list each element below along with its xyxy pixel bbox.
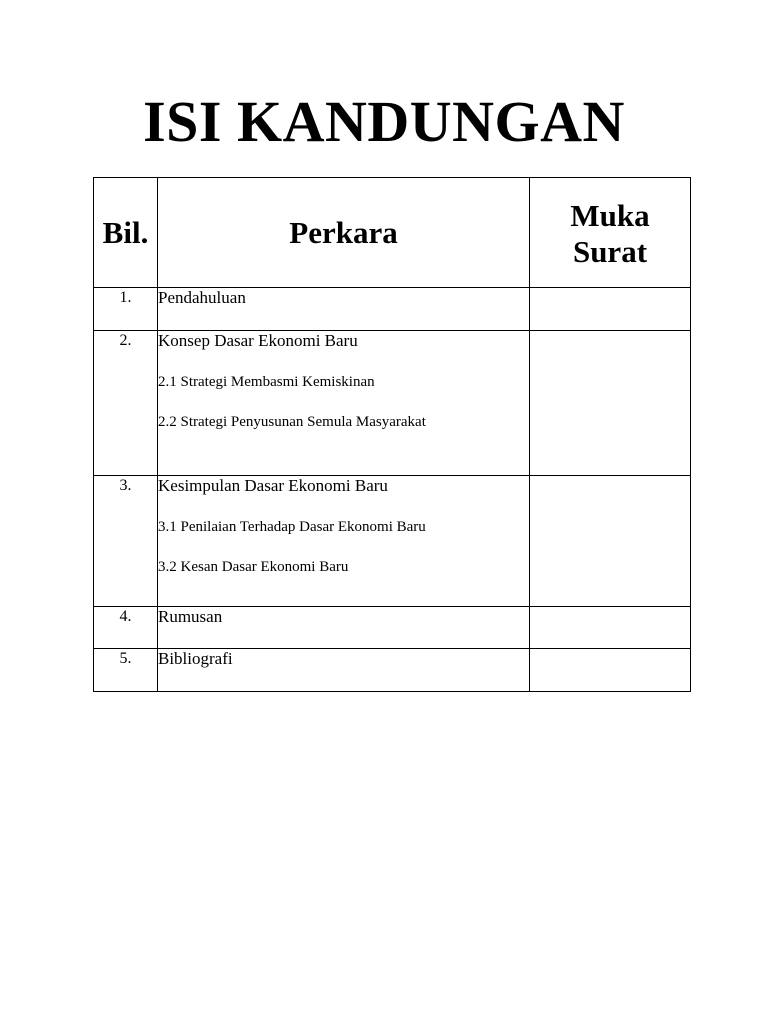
row-page-number xyxy=(530,331,691,476)
row-number: 4. xyxy=(94,607,158,649)
row-number: 1. xyxy=(94,288,158,331)
row-page-number xyxy=(530,476,691,607)
subtopic: 2.2 Strategi Penyusunan Semula Masyarakat xyxy=(158,414,426,430)
subtopic: 3.2 Kesan Dasar Ekonomi Baru xyxy=(158,559,349,575)
header-perkara: Perkara xyxy=(158,178,530,288)
row-topic xyxy=(158,476,530,607)
row-topic xyxy=(158,331,530,476)
table-row xyxy=(94,476,691,607)
page-title: ISI KANDUNGAN xyxy=(143,89,625,154)
table-row xyxy=(94,649,691,692)
table-row xyxy=(94,288,691,331)
row-page-number xyxy=(530,649,691,692)
topic-title: Kesimpulan Dasar Ekonomi Baru xyxy=(158,476,388,495)
table-row xyxy=(94,331,691,476)
row-number: 3. xyxy=(94,476,158,607)
topic-title: Pendahuluan xyxy=(158,288,246,307)
header-bil: Bil. xyxy=(94,178,158,288)
row-number: 5. xyxy=(94,649,158,692)
topic-title: Konsep Dasar Ekonomi Baru xyxy=(158,331,358,350)
row-page-number xyxy=(530,607,691,649)
header-muka-surat-line2: Surat xyxy=(572,233,648,269)
header-muka-surat-line1: Muka xyxy=(570,197,650,233)
table-header-row xyxy=(94,178,691,288)
row-topic xyxy=(158,288,530,331)
table-row xyxy=(94,607,691,649)
row-number: 2. xyxy=(94,331,158,476)
header-muka-surat xyxy=(530,178,691,288)
subtopic: 3.1 Penilaian Terhadap Dasar Ekonomi Baru xyxy=(158,519,426,535)
topic-title: Rumusan xyxy=(158,607,223,626)
contents-table xyxy=(93,177,691,692)
subtopic: 2.1 Strategi Membasmi Kemiskinan xyxy=(158,374,375,390)
row-topic xyxy=(158,607,530,649)
row-topic xyxy=(158,649,530,692)
row-page-number xyxy=(530,288,691,331)
topic-title: Bibliografi xyxy=(158,649,233,668)
